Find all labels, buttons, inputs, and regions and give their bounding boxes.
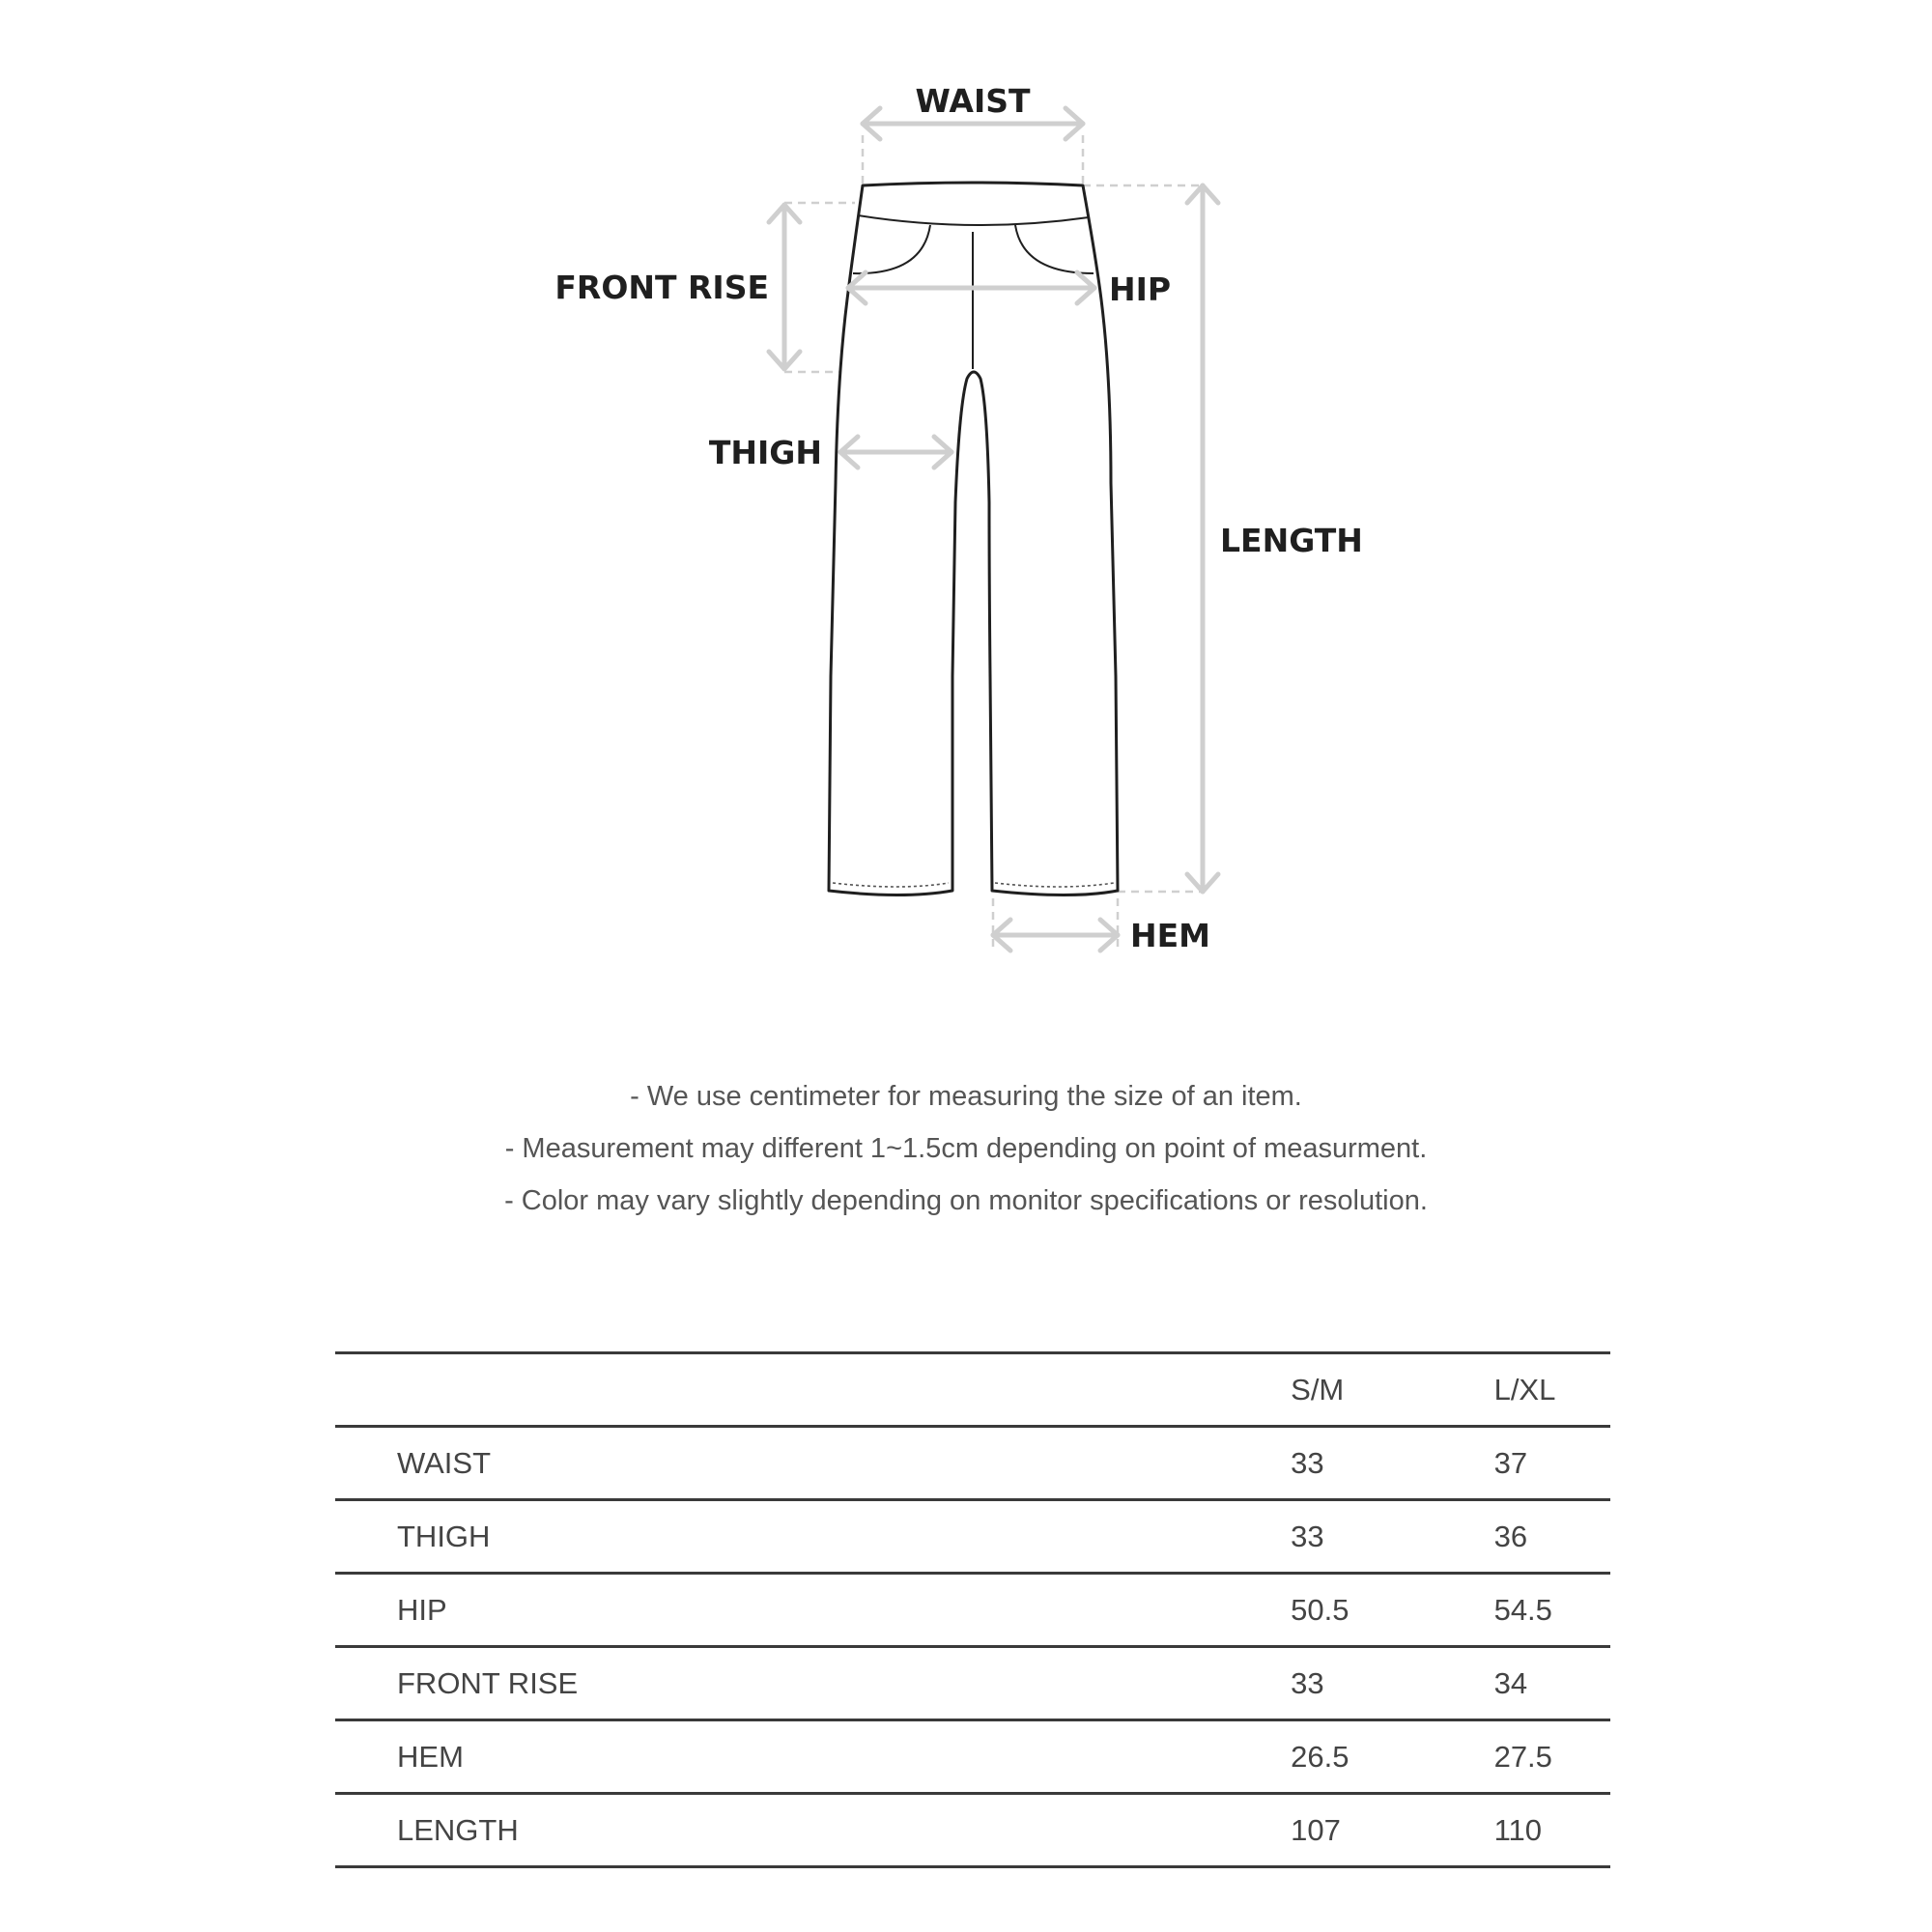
thigh-label: THIGH xyxy=(708,434,822,471)
front-rise-label: FRONT RISE xyxy=(554,269,769,306)
cell-lxl: 110 xyxy=(1493,1812,1542,1847)
length-arrow xyxy=(1187,185,1218,892)
table-row-hip xyxy=(335,1574,1610,1647)
hem-label: HEM xyxy=(1130,917,1210,954)
cell-sm: 26.5 xyxy=(1291,1739,1350,1774)
note-unit: - We use centimeter for measuring the size of an item. xyxy=(630,1081,1302,1112)
note-color: - Color may vary slightly depending on monitor specifications or resolution. xyxy=(504,1185,1428,1216)
table-row-waist xyxy=(335,1427,1610,1500)
cell-sm: 33 xyxy=(1291,1519,1324,1553)
cell-sm: 33 xyxy=(1291,1665,1324,1700)
note-tolerance: - Measurement may different 1~1.5cm depending on point of measurment. xyxy=(504,1133,1428,1164)
cell-lxl: 36 xyxy=(1493,1519,1528,1553)
cell-lxl: 54.5 xyxy=(1493,1592,1552,1627)
cell-lxl: 37 xyxy=(1493,1445,1528,1480)
hem-arrow xyxy=(993,920,1118,951)
table-header-row xyxy=(335,1353,1610,1427)
cell-sm: 33 xyxy=(1291,1445,1324,1480)
cell-sm: 50.5 xyxy=(1291,1592,1350,1627)
row-label: WAIST xyxy=(397,1445,492,1480)
row-label: HEM xyxy=(397,1739,464,1774)
table-row-length xyxy=(335,1794,1610,1867)
table-row-hem xyxy=(335,1720,1610,1794)
waist-label: WAIST xyxy=(915,82,1031,120)
cell-lxl: 27.5 xyxy=(1493,1739,1552,1774)
row-label: LENGTH xyxy=(397,1812,519,1847)
size-chart-table xyxy=(335,1351,1610,1868)
row-label: THIGH xyxy=(397,1519,491,1553)
header-size-sm: S/M xyxy=(1291,1372,1345,1406)
header-size-lxl: L/XL xyxy=(1493,1372,1556,1406)
hip-label: HIP xyxy=(1109,270,1172,308)
cell-sm: 107 xyxy=(1291,1812,1341,1847)
table-row-front-rise xyxy=(335,1647,1610,1720)
length-label: LENGTH xyxy=(1220,522,1363,559)
header-blank xyxy=(335,1353,1291,1427)
measurement-notes xyxy=(0,1070,1932,1227)
row-label: FRONT RISE xyxy=(397,1665,579,1700)
table-row-thigh xyxy=(335,1500,1610,1574)
front-rise-arrow xyxy=(769,205,800,369)
cell-lxl: 34 xyxy=(1493,1665,1528,1700)
row-label: HIP xyxy=(397,1592,447,1627)
